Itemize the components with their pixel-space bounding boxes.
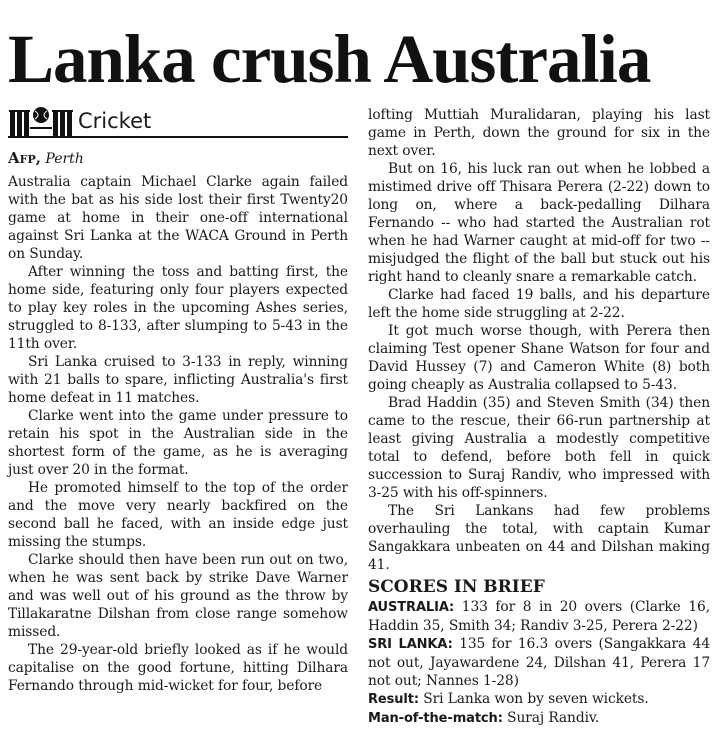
score-line [368, 635, 710, 690]
paragraph: After winning the toss and batting first, the home side, featuring only four players expected to play key roles in the upcoming Ashes series, struggled to 8-133, after slumping to 5-43 in the 11th over. [8, 264, 348, 352]
byline-place: Perth [45, 151, 84, 167]
paragraph: Clarke should then have been run out on two, when he was sent back by strike Dave Warner and was well out of his ground as the throw by Tillakaratne Dilshan from close range somehow missed. [8, 552, 348, 640]
paragraph: But on 16, his luck ran out when he lobbed a mistimed drive off Thisara Perera (2-22) down to long on, where a back-pedalling Dilhara Fernando -- who had started the Australian rot when he had Warner caught at mid-off for two -- misjudged the flight of the ball but stuck out his right hand to cleanly snare a remarkable catch. [368, 161, 710, 285]
paragraph: Australia captain Michael Clarke again failed with the bat as his side lost their first Twenty20 game at home in their one-off international against Sri Lanka at the WACA Ground in Perth on Sunday. [8, 174, 348, 262]
paragraph: He promoted himself to the top of the order and the move very nearly backfired on the second ball he faced, with an inside edge just missing the stumps. [8, 480, 348, 550]
left-column [8, 100, 348, 695]
score-label: SRI LANKA: [368, 637, 453, 652]
paragraph: The 29-year-old briefly looked as if he would capitalise on the good fortune, hitting Dilhara Fernando through mid-wicket for four, before [8, 642, 348, 694]
score-line [368, 598, 710, 635]
score-text: 133 for 8 in 20 overs (Clarke 16, Haddin 35, Smith 34; Randiv 3-25, Perera 2-22) [368, 599, 710, 634]
scores-heading: SCORES IN BRIEF [368, 577, 545, 597]
paragraph: Clarke went into the game under pressure to retain his spot in the Australian side in the shortest form of the game, as he is averaging just over 20 in the format. [8, 408, 348, 478]
byline [8, 148, 348, 169]
paragraph: Brad Haddin (35) and Steven Smith (34) then came to the rescue, their 66-run partnership at least giving Australia a modestly competitive total to defend, before both fell in quick succession to Suraj Randiv, who impressed with 3-25 with his off-spinners. [368, 395, 710, 501]
paragraph: Clarke had faced 19 balls, and his departure left the home side struggling at 2-22. [368, 287, 710, 321]
paragraph-continuation: lofting Muttiah Muralidaran, playing his last game in Perth, down the ground for six in the next over. [368, 107, 710, 159]
section-header [8, 100, 348, 138]
paragraph: The Sri Lankans had few problems overhauling the total, with captain Kumar Sangakkara unbeaten on 44 and Dilshan making 41. [368, 503, 710, 573]
right-column [368, 106, 710, 728]
byline-agency: Afp, [8, 149, 41, 167]
score-label: Man-of-the-match: [368, 711, 503, 726]
score-text: 135 for 16.3 overs (Sangakkara 44 not out, Jayawardene 24, Dilshan 41, Perera 17 not out; Nannes 1-28) [368, 636, 710, 689]
paragraph: It got much worse though, with Perera then claiming Test opener Shane Watson for four and David Hussey (7) and Cameron White (8) both going cheaply as Australia collapsed to 5-43. [368, 323, 710, 393]
score-label: Result: [368, 692, 419, 707]
paragraph: Sri Lanka cruised to 3-133 in reply, winning with 21 balls to spare, inflicting Australia's first home defeat in 11 matches. [8, 354, 348, 406]
score-text: Suraj Randiv. [507, 710, 600, 726]
headline: Lanka crush Australia [8, 21, 651, 97]
score-label: AUSTRALIA: [368, 600, 455, 615]
cricket-stumps-ball-icon [8, 106, 74, 136]
section-label: Cricket [78, 109, 152, 133]
score-text: Sri Lanka won by seven wickets. [423, 691, 649, 707]
score-line [368, 709, 710, 728]
score-line [368, 690, 710, 709]
